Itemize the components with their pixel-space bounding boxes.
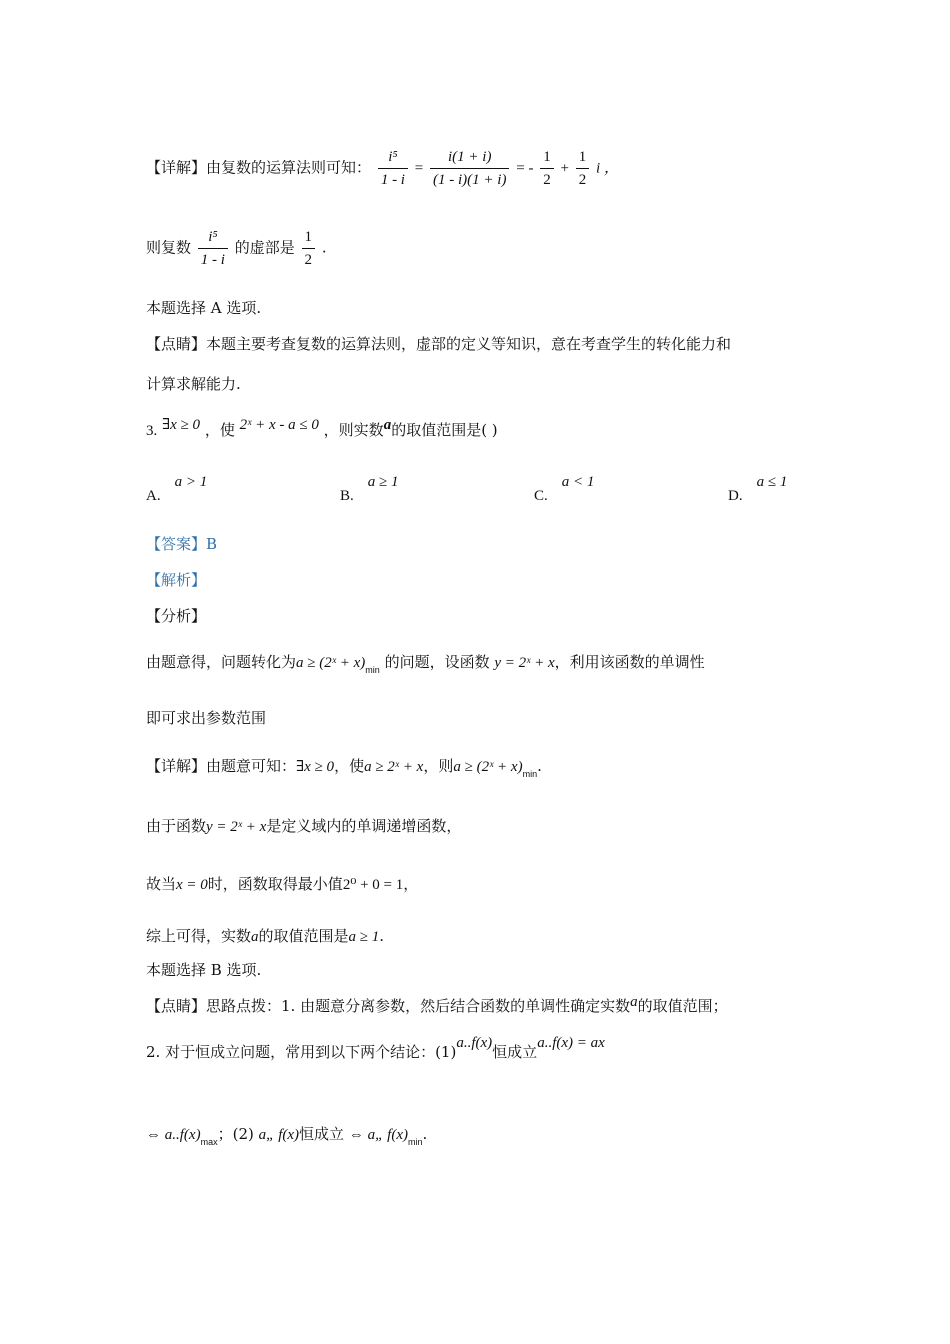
- option-label: C.: [534, 488, 548, 504]
- detail2-line: [146, 756, 542, 784]
- detail1-line: [146, 146, 619, 191]
- fenxi-line: [146, 652, 705, 680]
- period: .: [537, 757, 542, 775]
- detail2-pre: 由题意可知：: [206, 757, 297, 775]
- imag-pre: 则复数: [146, 238, 192, 257]
- option-a[interactable]: [146, 474, 208, 504]
- comma: ，: [403, 875, 419, 893]
- comment2-expr2: a..f(x) = ax: [537, 1035, 605, 1051]
- fenxi-pre: 由题意得，问题转化为: [146, 653, 297, 671]
- min-subscript: min: [522, 769, 538, 779]
- detail2-mid2: ，则: [423, 757, 454, 775]
- option-label: B.: [340, 488, 354, 504]
- comment2-var: a: [630, 994, 638, 1010]
- mono-func: y = 2ˣ + x: [206, 819, 267, 835]
- comment2-line1: [146, 996, 728, 1017]
- detail2-cond: ∃x ≥ 0: [296, 759, 335, 775]
- fenxi-post: ，利用该函数的单调性: [554, 653, 705, 671]
- minval-cond: x = 0: [176, 877, 208, 893]
- option-value: a ≤ 1: [756, 474, 788, 490]
- question-3: [146, 417, 498, 441]
- option-label: A.: [146, 488, 161, 504]
- detail1-tag: 【详解】: [146, 158, 207, 177]
- equals-minus: = -: [516, 160, 534, 177]
- conclusion-pre: 综上可得，实数: [146, 927, 252, 945]
- conclusion-res: a ≥ 1: [348, 929, 380, 945]
- equals-sign: =: [414, 160, 424, 177]
- min-subscript: min: [408, 1137, 423, 1147]
- comment2-line3: [146, 1124, 427, 1152]
- q3-comma: ，使: [204, 421, 235, 439]
- detail2-tag: 【详解】: [146, 757, 207, 775]
- q3-rest2: 的取值范围是( ): [391, 421, 498, 439]
- fraction: $\frac{\text{i⁵}}{1 - i}$: [378, 146, 408, 191]
- conclusion-mid: 的取值范围是: [258, 927, 349, 945]
- option-d[interactable]: [728, 474, 788, 504]
- imag-part-line: [146, 226, 327, 271]
- comment1-line2: 计算求解能力.: [146, 375, 241, 393]
- option-value: a > 1: [174, 474, 208, 490]
- comment2-line2: [146, 1035, 605, 1063]
- choose-b-line: 本题选择 B 选项.: [146, 961, 262, 979]
- detail2-res: a ≥ (2ˣ + x): [453, 759, 523, 775]
- fenxi-func: y = 2ˣ + x: [494, 655, 555, 671]
- mono-pre: 由于函数: [146, 817, 207, 835]
- conclusion-var: a: [251, 929, 259, 945]
- min-value-line: [146, 874, 418, 895]
- fraction: $\frac{1}{2}$: [302, 226, 316, 271]
- question-number: 3.: [146, 423, 158, 439]
- minval-val: 2⁰ + 0 = 1: [342, 877, 404, 893]
- period: .: [321, 238, 327, 257]
- fraction: $\frac{i(1 + i)}{(1 - i)(1 + i)}$: [430, 146, 509, 191]
- comment2-sep: ；(2): [217, 1125, 254, 1143]
- comment2-line1-post: 的取值范围；: [637, 997, 728, 1015]
- fraction: $\frac{1}{2}$: [540, 146, 554, 191]
- fenxi-expr: a ≥ (2ˣ + x): [296, 655, 366, 671]
- option-c[interactable]: [534, 474, 595, 504]
- fraction: $\frac{1}{2}$: [576, 146, 590, 191]
- fenxi-line2: 即可求出参数范围: [146, 709, 267, 727]
- comment2-expr3: ⇔ a..f(x): [146, 1127, 201, 1143]
- answer-line: 【答案】B: [146, 535, 218, 553]
- period: .: [422, 1125, 428, 1143]
- q3-var: a: [383, 417, 392, 433]
- comment1-line1: 【点睛】本题主要考查复数的运算法则，虚部的定义等知识，意在考查学生的转化能力和: [146, 335, 732, 353]
- comment2-line2-mid: 恒成立: [492, 1043, 538, 1061]
- q3-expression: 2ˣ + x - a ≤ 0: [239, 417, 319, 433]
- option-value: a ≥ 1: [367, 474, 399, 490]
- q3-condition: ∃x ≥ 0: [162, 417, 201, 433]
- detail1-tail: i ，: [596, 160, 619, 177]
- minval-mid: 时，函数取得最小值: [207, 875, 343, 893]
- detail2-ineq: a ≥ 2ˣ + x: [364, 759, 424, 775]
- fenxi-tag: 【分析】: [146, 607, 207, 625]
- option-value: a < 1: [561, 474, 595, 490]
- analysis-tag: 【解析】: [146, 571, 207, 589]
- fenxi-mid: 的问题，设函数: [384, 653, 490, 671]
- option-label: D.: [728, 488, 743, 504]
- option-b[interactable]: [340, 474, 399, 504]
- q3-rest1: ，则实数: [323, 421, 384, 439]
- conclusion-line: [146, 926, 384, 947]
- min-subscript: min: [365, 665, 380, 675]
- monotonic-line: [146, 816, 461, 837]
- comment2-expr4: a„ f(x): [258, 1127, 300, 1143]
- comment2-expr1: a..f(x): [456, 1035, 493, 1051]
- comment2-line3-mid: 恒成立: [299, 1125, 345, 1143]
- period: .: [379, 927, 385, 945]
- choose-a-line: 本题选择 A 选项.: [146, 299, 262, 317]
- max-subscript: max: [200, 1137, 218, 1147]
- comment2-line2-pre: 2. 对于恒成立问题，常用到以下两个结论：(1): [146, 1043, 457, 1061]
- minval-pre: 故当: [146, 875, 177, 893]
- plus-sign: +: [560, 160, 569, 177]
- imag-mid: 的虚部是: [234, 238, 295, 257]
- fraction: $\frac{\text{i⁵}}{1 - i}$: [198, 226, 228, 271]
- detail2-mid: ，使: [334, 757, 365, 775]
- comment2-line1-pre: 【点睛】思路点拨：1. 由题意分离参数，然后结合函数的单调性确定实数: [146, 997, 631, 1015]
- mono-post: 是定义域内的单调递增函数，: [266, 817, 462, 835]
- detail1-text: 由复数的运算法则可知：: [206, 158, 372, 177]
- comment2-expr5: ⇔ a„ f(x): [348, 1127, 409, 1143]
